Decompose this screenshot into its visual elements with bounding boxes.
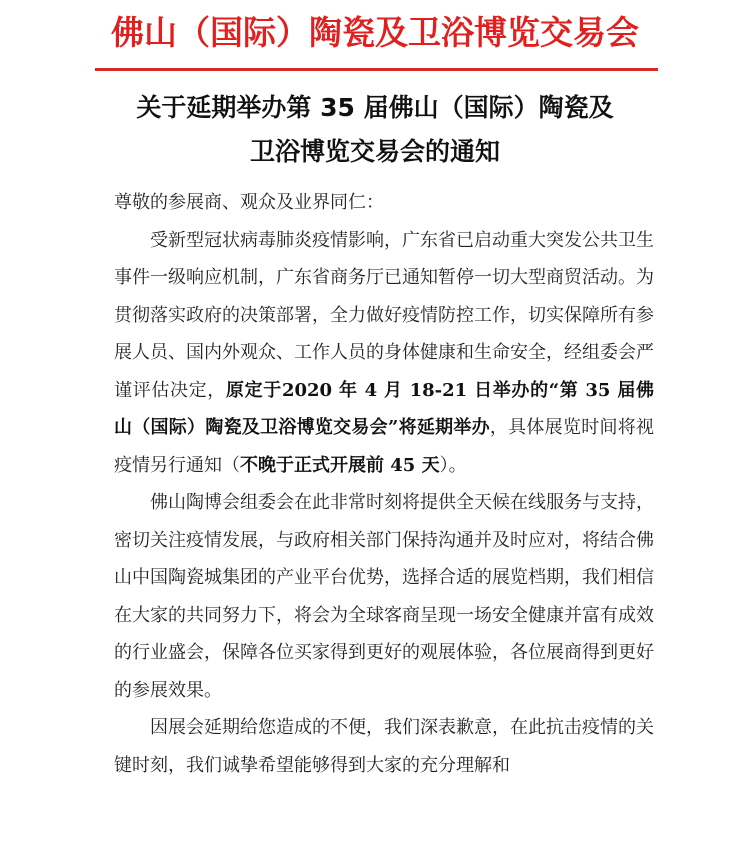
paragraph-1-text-b: ，具体展览时间将视疫情另行通知（ bbox=[114, 417, 654, 476]
paragraph-1-text-c: ）。 bbox=[439, 454, 467, 476]
notice-title-line1: 关于延期举办第 35 届佛山（国际）陶瓷及 bbox=[136, 93, 614, 122]
notice-title bbox=[0, 86, 750, 174]
notice-body bbox=[114, 184, 654, 784]
paragraph-1-text-a: 受新型冠状病毒肺炎疫情影响，广东省已启动重大突发公共卫生事件一级响应机制，广东省商务厅已通知暂停一切大型商贸活动。为贯彻落实政府的决策部署，全力做好疫情防控工作，切实保障所有参展人员、国内外观众、工作人员的身体健康和生命安全，经组委会严谨评估决定， bbox=[114, 229, 654, 401]
notice-title-line2: 卫浴博览交易会的通知 bbox=[249, 137, 500, 166]
paragraph-3: 因展会延期给您造成的不便，我们深表歉意，在此抗击疫情的关键时刻，我们诚挚希望能够得到大家的充分理解和 bbox=[114, 717, 654, 776]
paragraph-1-bold-postponement: 原定于2020 年 4 月 18-21 日举办的“第 35 届佛山（国际）陶瓷及卫浴博览交易会”将延期举办 bbox=[114, 379, 654, 438]
paragraph-2: 佛山陶博会组委会在此非常时刻将提供全天候在线服务与支持，密切关注疫情发展，与政府相关部门保持沟通并及时应对，将结合佛山中国陶瓷城集团的产业平台优势，选择合适的展览档期，我们相信在大家的共同努力下，将会为全球客商呈现一场安全健康并富有成效的行业盛会，保障各位买家得到更好的观展体验，各位展商得到更好的参展效果。 bbox=[114, 492, 654, 701]
letterhead-title: 佛山（国际）陶瓷及卫浴博览交易会 bbox=[111, 13, 639, 52]
salutation: 尊敬的参展商、观众及业界同仁： bbox=[114, 192, 384, 213]
paragraph-1 bbox=[114, 222, 654, 485]
paragraph-1-bold-deadline: 不晚于正式开展前 45 天 bbox=[240, 454, 440, 476]
letterhead-rule bbox=[95, 68, 658, 71]
